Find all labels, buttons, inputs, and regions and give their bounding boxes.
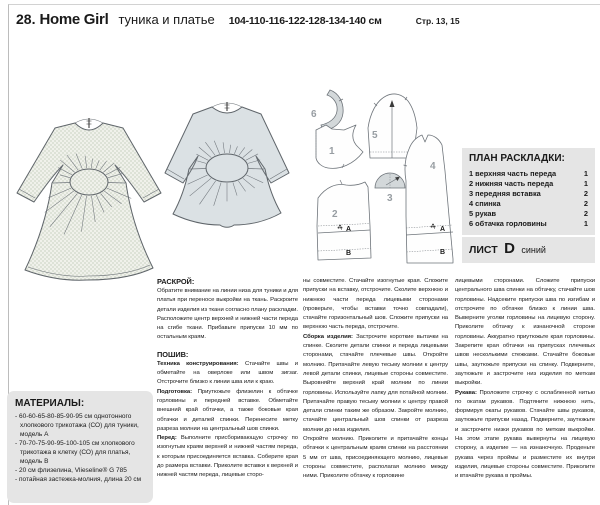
- model-title: Home Girl: [39, 11, 109, 28]
- dress-waist-seam-right: [107, 183, 125, 184]
- instructions-column-3: [455, 277, 595, 482]
- pattern-piece-lower-front: [317, 182, 371, 260]
- instructions-column-2: [303, 277, 448, 482]
- cutting-text: Обратите внимание на линии низа для туники и для платья при переносе выкройки на ткань. Раскроите детали изделия из ткани согласно плану раскладки. Расположите центр верхней и нижней части переда на сгибе ткани. Прибавьте припуски 10 мм по остальным краям.: [157, 288, 298, 341]
- page-reference: Стр. 13, 15: [415, 16, 460, 26]
- plan-item: 1 верхняя часть переда 1: [469, 169, 588, 178]
- sewing-title: ПОШИВ:: [157, 349, 189, 359]
- dress-illustration: [14, 116, 164, 278]
- size-mark-b: B: [346, 250, 352, 257]
- layout-plan-box: [462, 148, 595, 235]
- plan-item: 3 передняя вставка 2: [469, 189, 588, 198]
- pattern-pieces-diagram: [306, 86, 458, 268]
- piece-number-3: 3: [387, 193, 393, 204]
- pattern-piece-neck-facing: [321, 90, 343, 131]
- material-item: - 20 см флизелина, Vlieseline® G 785: [15, 466, 145, 475]
- cutting-title: РАСКРОЙ:: [157, 277, 195, 286]
- layout-plan-title: ПЛАН РАСКЛАДКИ:: [469, 153, 565, 164]
- piece-number-5: 5: [372, 130, 378, 141]
- sewing-paragraph: Сборка изделия: Застрочите короткие вытачки на спинке. Сколите детали спинки и переда лицевыми сторонами, стачайте плечевые швы. Откройте молнию. Притачайте левую тесьму молнии к центру левой детали спинки, лицевые стороны совместите. Выровняйте верхний край молнии по линии горловины. Используйте лапку для потайной молнии. Притачайте правую тесьму молнии к центру правой детали спинки таким же образом. Закройте молнию, стачайте центральный шов спинки от разреза молнии до низа изделия.: [303, 333, 448, 433]
- sewing-paragraph: Рукава: Проложите строчку с ослабленной нитью по окатам рукавов. Подтяните нижнюю нить, формируя окаты рукавов. Стачайте швы рукавов, заутюжьте припуски назад. Подверните, заутюжьте и застрочите низки рукавов по меткам выкройки. На этом этапе рукава вывернуты на лицевую сторону, а изделие — на изнаночную. Проденьте рукава через проймы и разместите их внутри изделия, лицевые стороны совместите. Приколите и втачайте рукава в проймы.: [455, 389, 595, 480]
- piece-number-6: 6: [311, 109, 317, 120]
- plan-item: 4 спинка 2: [469, 199, 588, 208]
- piece-number-2: 2: [332, 209, 338, 220]
- sewing-paragraph: Техника конструирования: Стачайте швы и обметайте на оверлоке или швом зигзаг. Отстрочите близко к линии шва или к краю.: [157, 360, 298, 386]
- sewing-paragraph: Откройте молнию. Приколите и притачайте концы обтачки к центральным краям спинки на расстоянии 5 мм от шва, присоединяющего молнию, лицевые стороны совместите, располагая молнию между ними. Приколите обтачку к горловине: [303, 436, 448, 480]
- pattern-piece-upper-front: [316, 125, 363, 168]
- instructions-column-1: [157, 277, 298, 481]
- tunic-illustration: [162, 99, 292, 233]
- plan-item: 5 рукав 2: [469, 209, 588, 218]
- piece-number-4: 4: [430, 161, 436, 172]
- tunic-front-insert: [206, 154, 248, 182]
- plan-item: 6 обтачка горловины 1: [469, 219, 588, 228]
- plan-item: 2 нижняя часть переда 1: [469, 179, 588, 188]
- pattern-sheet-bar: [462, 237, 595, 263]
- sheet-letter: D: [504, 240, 515, 257]
- tunic-waist-seam-left: [190, 169, 206, 170]
- sewing-paragraph: ны совместите. Стачайте изогнутые края. Сложите припуски на вставку, отстрочите. Сколите верхнюю и нижнюю части переда лицевыми сторонами (проверьте, чтобы вставки точно совпадали), стачайте горизонтальный шов. Сложите припуски на верхнюю часть переда, отстрочите.: [303, 278, 448, 331]
- size-mark-b: B: [440, 249, 446, 256]
- material-item: - 70-70-75-90-95-100-105 см хлопкового трикотажа в клетку (СО) для платья, модель B: [15, 439, 145, 466]
- pattern-piece-back: [405, 135, 453, 263]
- layout-plan-list: [462, 166, 595, 235]
- model-subtitle: туника и платье: [118, 12, 215, 27]
- material-item: - 60-60-65-80-85-90-95 см однотонного хлопкового трикотажа (СО) для туники, модель A: [15, 412, 145, 439]
- sewing-paragraph: Подготовка: Приутюжьте флизелин к обтачке горловины и передней вставке. Обметайте внешний край обтачки, а также боковые края обтачки и деталей спинки. Перенесите метку разреза молнии на центральный шов спинки.: [157, 388, 298, 432]
- dress-body: [17, 123, 161, 280]
- size-mark-a: A: [346, 226, 352, 233]
- tunic-waist-seam-right: [248, 169, 264, 170]
- sewing-paragraph: лицевыми сторонами. Сложите припуски центрального шва спинки на обтачку, стачайте шов горловины. Надсеките припуски шва по изгибам и отстрочите по обтачке близко к линии шва. Выверните уголки горловины на лицевую сторону. Приколите обтачку к изнаночной стороне горловины. Аккуратно приутюжьте края горловины. Закрепите края обтачки на припусках плечевых швов несколькими стежками. Стачайте боковые швы, заутюжьте припуски на спинку. Подверните, заутюжьте и застрочите низ изделия по меткам выкройки.: [455, 278, 595, 387]
- piece-number-1: 1: [329, 146, 335, 157]
- model-number: 28.: [16, 11, 36, 27]
- size-range: 104-110-116-122-128-134-140 см: [228, 15, 382, 27]
- sheet-color: синий: [521, 245, 546, 255]
- sheet-label: ЛИСТ: [469, 244, 498, 256]
- size-mark-a: A: [440, 226, 446, 233]
- notch-mark: [340, 180, 342, 184]
- dress-front-insert: [70, 169, 108, 195]
- header: [16, 11, 460, 28]
- materials-box: [7, 391, 153, 503]
- dress-waist-seam-left: [53, 183, 71, 184]
- materials-title: МАТЕРИАЛЫ:: [15, 398, 85, 409]
- material-item: - потайная застежка-молния, длина 20 см: [15, 475, 145, 484]
- sewing-paragraph: Перед: Выполните присборивающую строчку по изогнутым краям верхней и нижней частям переда, к которым присоединяется вставка. Соберите края до размера вставки. Приколите вставки к верхней и нижней частям переда, лицевые сторо-: [157, 435, 298, 479]
